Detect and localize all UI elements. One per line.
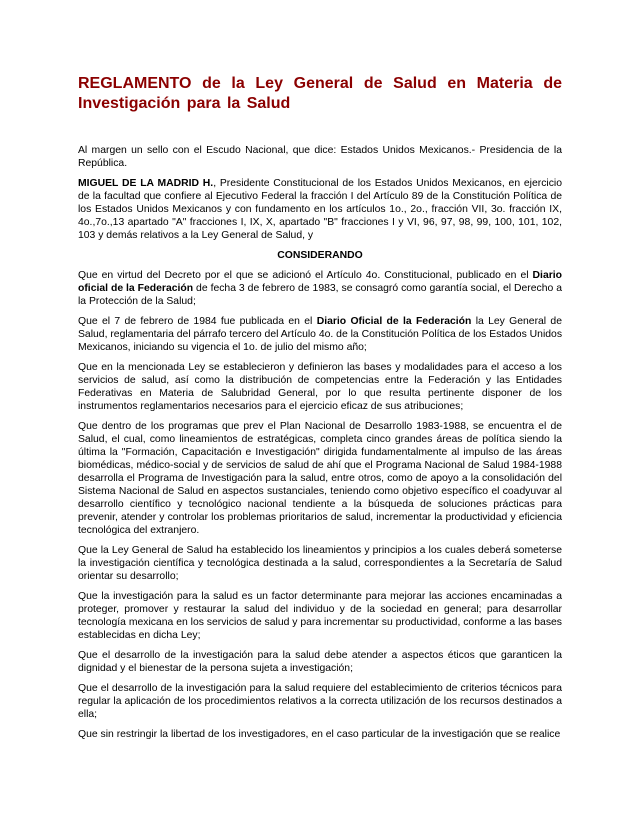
- paragraph-criteria-text: Que el desarrollo de la investigación para la salud requiere del establecimiento de criterios técnicos para regular la aplicación de los procedimientos relativos a la correcta utilización de los recursos destinados a ella;: [78, 683, 562, 720]
- paragraph-criteria: [78, 682, 562, 721]
- document-page: [78, 74, 562, 748]
- paragraph-plan: [78, 420, 562, 537]
- paragraph-publication: [78, 315, 562, 354]
- paragraph-bases-text: Que en la mencionada Ley se establecieron y definieron las bases y modalidades para el acceso a los servicios de salud, así como la distribución de competencias entre la Federación y las Entidades Federativas en Materia de Salubridad General, por lo que resulta pertinente disponer de los instrumentos reglamentarios necesarios para el ejercicio eficaz de sus atribuciones;: [78, 362, 562, 412]
- diario-oficial-ref-2: Diario Oficial de la Federación: [316, 316, 472, 327]
- paragraph-president-text: , Presidente Constitucional de los Estados Unidos Mexicanos, en ejercicio de la facultad que confiere al Ejecutivo Federal la fracción I del Artículo 89 de la Constitución Política de los Estados Unidos Mexicanos y con fundamento en los artículos 1o., 2o., fracción VII, 3o. fracción IX, 4o.,7o.,13 apartado "A" fracciones I, IX, X, apartado "B" fracciones I y VI, 96, 97, 98, 99, 100, 101, 102, 103 y demás relativos a la Ley General de Salud, y: [78, 178, 562, 241]
- paragraph-factor: [78, 590, 562, 642]
- paragraph-decree-text-a: Que en virtud del Decreto por el que se adicionó el Artículo 4o. Constitucional, publicado en el: [78, 270, 533, 281]
- paragraph-president: [78, 177, 562, 242]
- paragraph-freedom: [78, 728, 562, 741]
- paragraph-plan-text: Que dentro de los programas que prev el Plan Nacional de Desarrollo 1983-1988, se encuentra el de Salud, el cual, como lineamientos de estratégicas, completa cinco grandes áreas de política siendo la última la "Formación, Capacitación e Investigación" dirigida fundamentalmente al impulso de las áreas biomédicas, médico-social y de servicios de salud de ahí que el Programa Nacional de Salud 1984-1988 desarrolla el Programa de Investigación para la salud, entre otros, como de apoyo a la consolidación del Sistema Nacional de Salud en aspectos sustanciales, teniendo como objetivo específico el coadyuvar al desarrollo científico y tecnológico nacional tendiente a la búsqueda de soluciones prácticas para prevenir, atender y controlar los problemas prioritarios de salud, incrementar la productividad y eficiencia tecnológica del extranjero.: [78, 421, 562, 536]
- paragraph-ley-general: [78, 544, 562, 583]
- diario-oficial-ref-1: Diario oficial de la Federación: [78, 270, 562, 294]
- section-heading: CONSIDERANDO: [277, 250, 363, 261]
- paragraph-seal-text: Al margen un sello con el Escudo Nacional, que dice: Estados Unidos Mexicanos.- Presidencia de la República.: [78, 145, 562, 169]
- paragraph-seal: [78, 144, 562, 170]
- paragraph-ethics-text: Que el desarrollo de la investigación para la salud debe atender a aspectos éticos que garanticen la dignidad y el bienestar de la persona sujeta a investigación;: [78, 650, 562, 674]
- document-title: REGLAMENTO de la Ley General de Salud en Materia de Investigación para la Salud: [78, 75, 562, 112]
- president-name: MIGUEL DE LA MADRID H.: [78, 178, 214, 189]
- paragraph-ley-general-text: Que la Ley General de Salud ha establecido los lineamientos y principios a los cuales deberá someterse la investigación científica y tecnológica destinada a la salud, correspondientes a la Secretaría de Salud orientar su desarrollo;: [78, 545, 562, 582]
- paragraph-factor-text: Que la investigación para la salud es un factor determinante para mejorar las acciones encaminadas a proteger, promover y restaurar la salud del individuo y de la sociedad en general; para desarrollar tecnología mexicana en los servicios de salud y para incrementar su productividad, conforme a las bases establecidas en dicha Ley;: [78, 591, 562, 641]
- paragraph-freedom-text: Que sin restringir la libertad de los investigadores, en el caso particular de la investigación que se realice: [78, 729, 561, 740]
- paragraph-publication-text-a: Que el 7 de febrero de 1984 fue publicada en el: [78, 316, 317, 327]
- paragraph-decree-text-b: de fecha 3 de febrero de 1983, se consagró como garantía social, el Derecho a la Protección de la Salud;: [78, 283, 562, 307]
- paragraph-decree: [78, 269, 562, 308]
- paragraph-bases: [78, 361, 562, 413]
- paragraph-publication-text-b: la Ley General de Salud, reglamentaria del párrafo tercero del Artículo 4o. de la Constitución Política de los Estados Unidos Mexicanos, iniciando su vigencia el 1o. de julio del mismo año;: [78, 316, 563, 353]
- paragraph-ethics: [78, 649, 562, 675]
